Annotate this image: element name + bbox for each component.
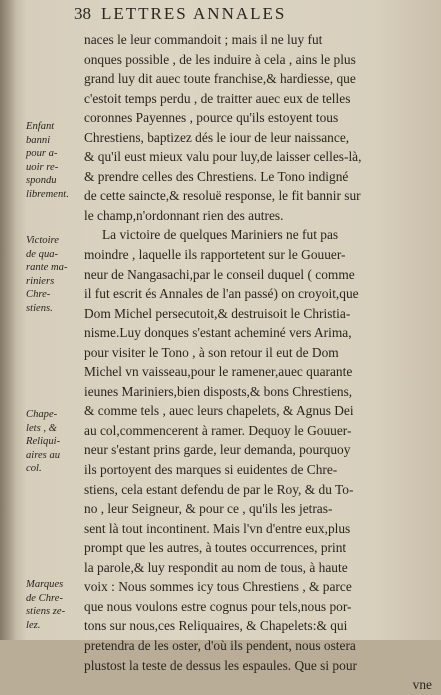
margin-note-marks <box>26 578 86 632</box>
text-line: Dom Michel persecutoit,& destruisoit le Christia- <box>84 305 351 321</box>
text-line: nisme.Luy donques s'estant acheminé vers Arima, <box>84 325 352 341</box>
margin-note-rosaries <box>26 408 86 476</box>
text-line: onques possible , de les induire à cela , ains le plus <box>84 51 356 67</box>
margin-note-line: uoir re- <box>26 161 59 173</box>
text-line: & qu'il eust mieux valu pour luy,de laisser celles-là, <box>84 149 362 165</box>
margin-note-line: Reliqui- <box>26 436 61 448</box>
margin-note-line: aires au <box>26 449 61 461</box>
margin-note-line: Chape- <box>26 409 58 420</box>
page-number: 38 <box>74 4 91 23</box>
text-line: voix : Nous sommes icy tous Chrestiens , & parce <box>84 579 352 595</box>
text-line: pour visiter le Tono , à son retour il eut de Dom <box>84 344 339 360</box>
margin-note-line: banni <box>26 134 51 146</box>
running-title: LETTRES ANNALES <box>101 4 287 23</box>
margin-note-line: riniers <box>26 275 55 287</box>
text-line: ieunes Mariniers,bien disposts,& bons Chrestiens, <box>84 383 353 399</box>
margin-note-line: stiens ze- <box>26 606 66 618</box>
margin-note-line: Marques <box>26 579 64 590</box>
text-line: ils portoyent des marques si euidentes de Chre- <box>84 462 338 478</box>
text-line: moindre , laquelle ils rapportetent sur le Gouuer- <box>84 247 346 263</box>
text-line: Chrestiens, baptizez dés le iour de leur naissance, <box>84 129 350 145</box>
margin-note-line: Chre- <box>26 289 51 301</box>
margin-note-line: de qua- <box>26 248 59 260</box>
margin-note-line: Enfant <box>26 121 55 132</box>
text-line: plustost la teste de dessus les espaules. Que si pour <box>84 657 357 673</box>
margin-note-victory <box>26 234 86 316</box>
text-line: la parole,& luy respondit au nom de tous, à haute <box>84 559 348 575</box>
text-line: Michel vn vaisseau,pour le ramener,auec quarante <box>84 364 353 380</box>
text-line: il fut escrit és Annales de l'an passé) on croyoit,que <box>84 286 359 302</box>
text-line: coronnes Payennes , pource qu'ils estoyent tous <box>84 110 339 126</box>
text-line: no , leur Seigneur, & pour ce , qu'ils les jetras- <box>84 501 333 517</box>
running-header <box>74 4 434 24</box>
catchword: vne <box>412 677 432 693</box>
margin-note-exile <box>26 120 86 202</box>
margin-note-line: lets , & <box>26 422 57 434</box>
text-line: neur s'estant prins garde, leur demanda, pourquoy <box>84 442 351 458</box>
margin-note-line: librement. <box>26 188 69 200</box>
text-line: sent là tout incontinent. Mais l'vn d'entre eux,plus <box>84 520 351 536</box>
text-line: de cette saincte,& resoluë response, le fit bannir sur <box>84 188 361 204</box>
body-text <box>84 30 434 695</box>
margin-note-line: stiens. <box>26 302 53 314</box>
text-line: naces le leur commandoit ; mais il ne luy fut <box>84 32 323 47</box>
text-line: pretendra de les oster, d'où ils pendent, nous ostera <box>84 637 356 653</box>
margin-note-line: col. <box>26 463 42 475</box>
text-line: tons sur nous,ces Reliquaires, & Chapelets:& qui <box>84 618 348 634</box>
gutter-shadow <box>0 0 16 640</box>
text-line: au col,commencerent à ramer. Dequoy le Gouuer- <box>84 422 352 438</box>
text-line: & prendre celles des Chrestiens. Le Tono indigné <box>84 168 349 184</box>
margin-note-line: Victoire <box>26 235 59 246</box>
text-line: que nous voulons estre cognus pour tels,nous por- <box>84 598 352 614</box>
margin-note-line: pour a- <box>26 148 58 160</box>
margin-note-line: spondu <box>26 175 57 187</box>
paragraph-start-line: La victoire de quelques Mariniers ne fut pas <box>102 227 339 243</box>
margin-note-line: lez. <box>26 619 41 631</box>
margin-note-line: rante ma- <box>26 262 68 274</box>
text-line: & comme tels , auec leurs chapelets, & Agnus Dei <box>84 403 354 419</box>
margin-note-line: de Chre- <box>26 592 63 604</box>
text-line: prompt que les autres, à toutes occurrences, print <box>84 540 347 556</box>
text-line: grand luy dit auec toute franchise,& hardiesse, que <box>84 71 356 87</box>
text-line: stiens, cela estant defendu de par le Roy, & du To- <box>84 481 354 497</box>
text-line: c'estoit temps perdu , de traitter auec eux de telles <box>84 90 351 106</box>
text-line: neur de Nangasachi,par le conseil duquel ( comme <box>84 266 355 282</box>
text-line: le champ,n'ordonnant rien des autres. <box>84 207 284 223</box>
